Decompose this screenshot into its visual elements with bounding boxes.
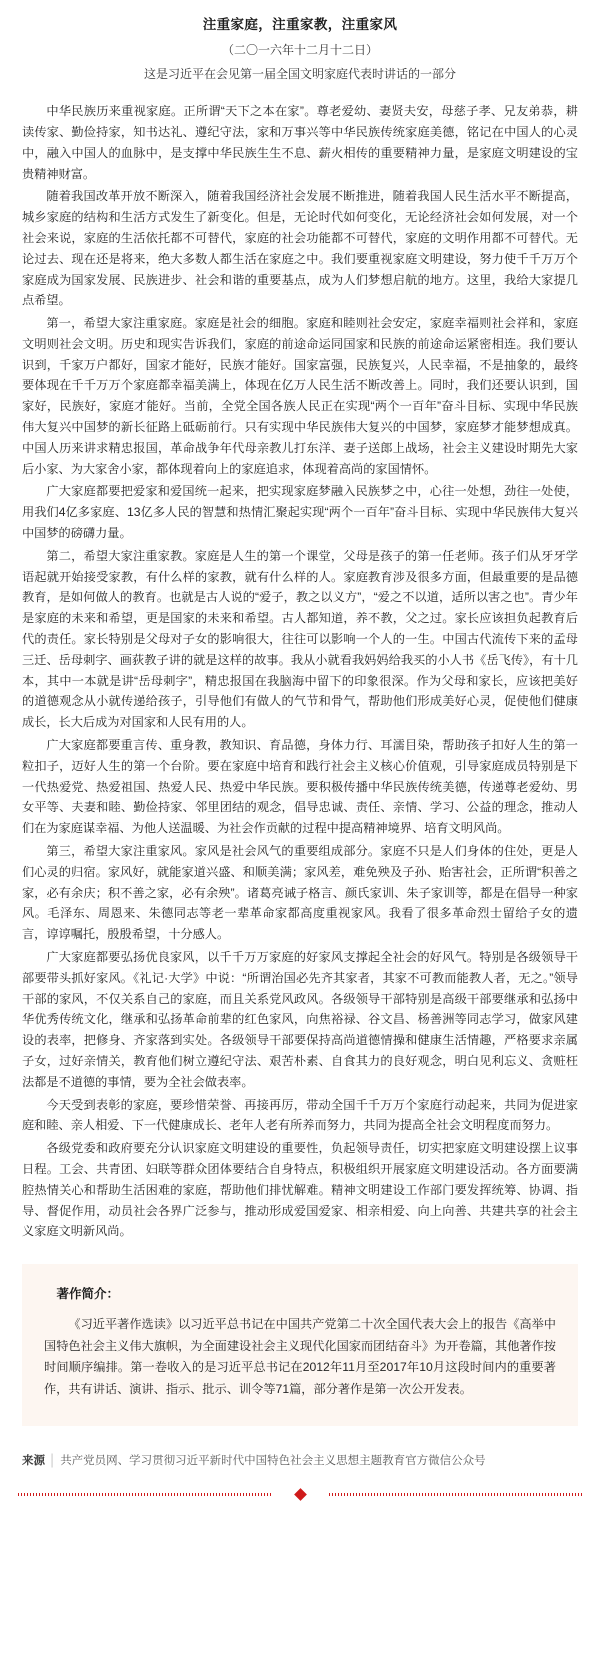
body-paragraph: 中华民族历来重视家庭。正所谓“天下之本在家”。尊老爱幼、妻贤夫安，母慈子孝、兄友弟恭，耕读传家、勤俭持家，知书达礼、遵纪守法，家和万事兴等中华民族传统家庭美德，铭记在中国人的心灵中，融入中国人的血脉中，是支撑中华民族生生不息、薪火相传的重要精神力量，是家庭文明建设的宝贵精神财富。 (22, 104, 578, 181)
body-paragraph: 广大家庭都要弘扬优良家风，以千千万万家庭的好家风支撑起全社会的好风气。特别是各级领导干部要带头抓好家风。《礼记·大学》中说：“所谓治国必先齐其家者，其家不可教而能教人者，无之。”领导干部的家风，不仅关系自己的家庭，而且关系党风政风。各级领导干部特别是高级干部要继承和弘扬中华优秀传统文化，继承和弘扬革命前辈的红色家风，向焦裕禄、谷文昌、杨善洲等同志学习，做家风建设的表率，把修身、齐家落到实处。各级领导干部要保持高尚道德情操和健康生活情趣，严格要求亲属子女，过好亲情关，教育他们树立遵纪守法、艰苦朴素、自食其力的良好观念，明白见利忘义、贪赃枉法都是不道德的事情，要为全社会做表率。 (22, 950, 578, 1089)
decorative-divider (0, 1490, 600, 1499)
page-title: 注重家庭，注重家教，注重家风 (202, 17, 398, 32)
source-label: 来源 (22, 1455, 45, 1468)
body-paragraph: 第三，希望大家注重家风。家风是社会风气的重要组成部分。家庭不只是人们身体的住处，更是人们心灵的归宿。家风好，就能家道兴盛、和顺美满；家风差，难免殃及子孙、贻害社会，正所谓“积善之家，必有余庆；积不善之家，必有余殃”。诸葛亮诫子格言、颜氏家训、朱子家训等，都是在倡导一种家风。毛泽东、周恩来、朱德同志等老一辈革命家都高度重视家风。我看了很多革命烈士留给子女的遗言，谆谆嘱托，殷殷希望，十分感人。 (22, 844, 578, 942)
body-paragraph: 第二，希望大家注重家教。家庭是人生的第一个课堂，父母是孩子的第一任老师。孩子们从牙牙学语起就开始接受家教，有什么样的家教，就有什么样的人。家庭教育涉及很多方面，但最重要的是品德教育，是如何做人的教育。也就是古人说的“爱子，教之以义方”，“爱之不以道，适所以害之也”。青少年是家庭的未来和希望，更是国家的未来和希望。古人都知道，养不教，父之过。家长应该担负起教育后代的责任。家长特别是父母对子女的影响很大，往往可以影响一个人的一生。中国古代流传下来的孟母三迁、岳母刺字、画荻教子讲的就是这样的故事。我从小就看我妈妈给我买的小人书《岳飞传》，有十几本，其中一本就是讲“岳母刺字”，精忠报国在我脑海中留下的印象很深。作为父母和家长，应该把美好的道德观念从小就传递给孩子，引导他们有做人的气节和骨气，帮助他们形成美好心灵，促使他们健康成长，长大后成为对国家和人民有用的人。 (22, 548, 578, 730)
body-paragraph: 第一，希望大家注重家庭。家庭是社会的细胞。家庭和睦则社会安定，家庭幸福则社会祥和，家庭文明则社会文明。历史和现实告诉我们，家庭的前途命运同国家和民族的前途命运紧密相连。我们要认识到，千家万户都好，国家才能好，民族才能好。国家富强，民族复兴，人民幸福，不是抽象的，最终要体现在千千万万个家庭都幸福美满上，体现在亿万人民生活不断改善上。同时，我们还要认识到，国家好，民族好，家庭才能好。当前，全党全国各族人民正在实现“两个一百年”奋斗目标、实现中华民族伟大复兴中国梦的新长征路上砥砺前行。只有实现中华民族伟大复兴的中国梦，家庭梦才能梦想成真。中国人历来讲求精忠报国，革命战争年代母亲教儿打东洋、妻子送郎上战场，社会主义建设时期先大家后小家、为大家舍小家，都体现着向上的家庭追求，体现着高尚的家国情怀。 (22, 316, 578, 476)
book-intro-text: 《习近平著作选读》以习近平总书记在中国共产党第二十次全国代表大会上的报告《高举中国特色社会主义伟大旗帜，为全面建设社会主义现代化国家而团结奋斗》为开卷篇，其他著作按时间顺序编排。第一卷收入的是习近平总书记在2012年11月至2017年10月这段时间内的重要著作，共有讲话、演讲、指示、批示、训令等71篇，部分著作是第一次公开发表。 (44, 1317, 556, 1396)
divider-dotted-line-left (18, 1493, 272, 1496)
divider-dotted-line-right (329, 1493, 583, 1496)
document-date: （二〇一六年十二月十二日） (221, 42, 378, 57)
body-paragraph: 今天受到表彰的家庭，要珍惜荣誉、再接再厉，带动全国千千万万个家庭行动起来，共同为促进家庭和睦、亲人相爱、下一代健康成长、老年人老有所养而努力，共同为提高全社会文明程度而努力。 (22, 1097, 578, 1133)
document-subtitle: 这是习近平在会见第一届全国文明家庭代表时讲话的一部分 (143, 66, 456, 81)
source-text: 共产党员网、学习贯彻习近平新时代中国特色社会主义思想主题教育官方微信公众号 (60, 1455, 486, 1468)
title-block (0, 0, 600, 89)
footer-block (0, 1426, 600, 1472)
body-paragraph: 随着我国改革开放不断深入，随着我国经济社会发展不断推进，随着我国人民生活水平不断提高，城乡家庭的结构和生活方式发生了新变化。但是，无论时代如何变化，无论经济社会如何发展，对一个社会来说，家庭的生活依托都不可替代，家庭的社会功能都不可替代，家庭的文明作用都不可替代。无论过去、现在还是将来，绝大多数人都生活在家庭之中。我们要重视家庭文明建设，努力使千千万万个家庭成为国家发展、民族进步、社会和谐的重要基点，成为人们梦想启航的地方。这里，我给大家提几点希望。 (22, 189, 578, 308)
body-paragraph: 广大家庭都要把爱家和爱国统一起来，把实现家庭梦融入民族梦之中，心往一处想，劲往一处使，用我们4亿多家庭、13亿多人民的智慧和热情汇聚起实现“两个一百年”奋斗目标、实现中华民族伟大复兴中国梦的磅礴力量。 (22, 484, 578, 541)
diamond-icon (294, 1488, 307, 1501)
body-paragraph: 广大家庭都要重言传、重身教，教知识、育品德，身体力行、耳濡目染，帮助孩子扣好人生的第一粒扣子，迈好人生的第一个台阶。要在家庭中培育和践行社会主义核心价值观，引导家庭成员特别是下一代热爱党、热爱祖国、热爱人民、热爱中华民族。要积极传播中华民族传统美德，传递尊老爱幼、男女平等、夫妻和睦、勤俭持家、邻里团结的观念，倡导忠诚、责任、亲情、学习、公益的理念，推动人们在为家庭谋幸福、为他人送温暖、为社会作贡献的过程中提高精神境界、培育文明风尚。 (22, 738, 578, 836)
source-line (22, 1452, 578, 1472)
document-body (0, 89, 600, 1242)
source-separator: │ (49, 1455, 57, 1468)
book-intro-panel (22, 1264, 578, 1426)
book-intro-heading: 著作简介： (56, 1287, 120, 1302)
body-paragraph: 各级党委和政府要充分认识家庭文明建设的重要性，负起领导责任，切实把家庭文明建设摆上议事日程。工会、共青团、妇联等群众团体要结合自身特点，积极组织开展家庭文明建设活动。各方面要满腔热情关心和帮助生活困难的家庭，帮助他们排忧解难。精神文明建设工作部门要发挥统筹、协调、指导、督促作用，动员社会各界广泛参与，推动形成爱国爱家、相亲相爱、向上向善、共建共享的社会主义家庭文明新风尚。 (22, 1141, 578, 1239)
